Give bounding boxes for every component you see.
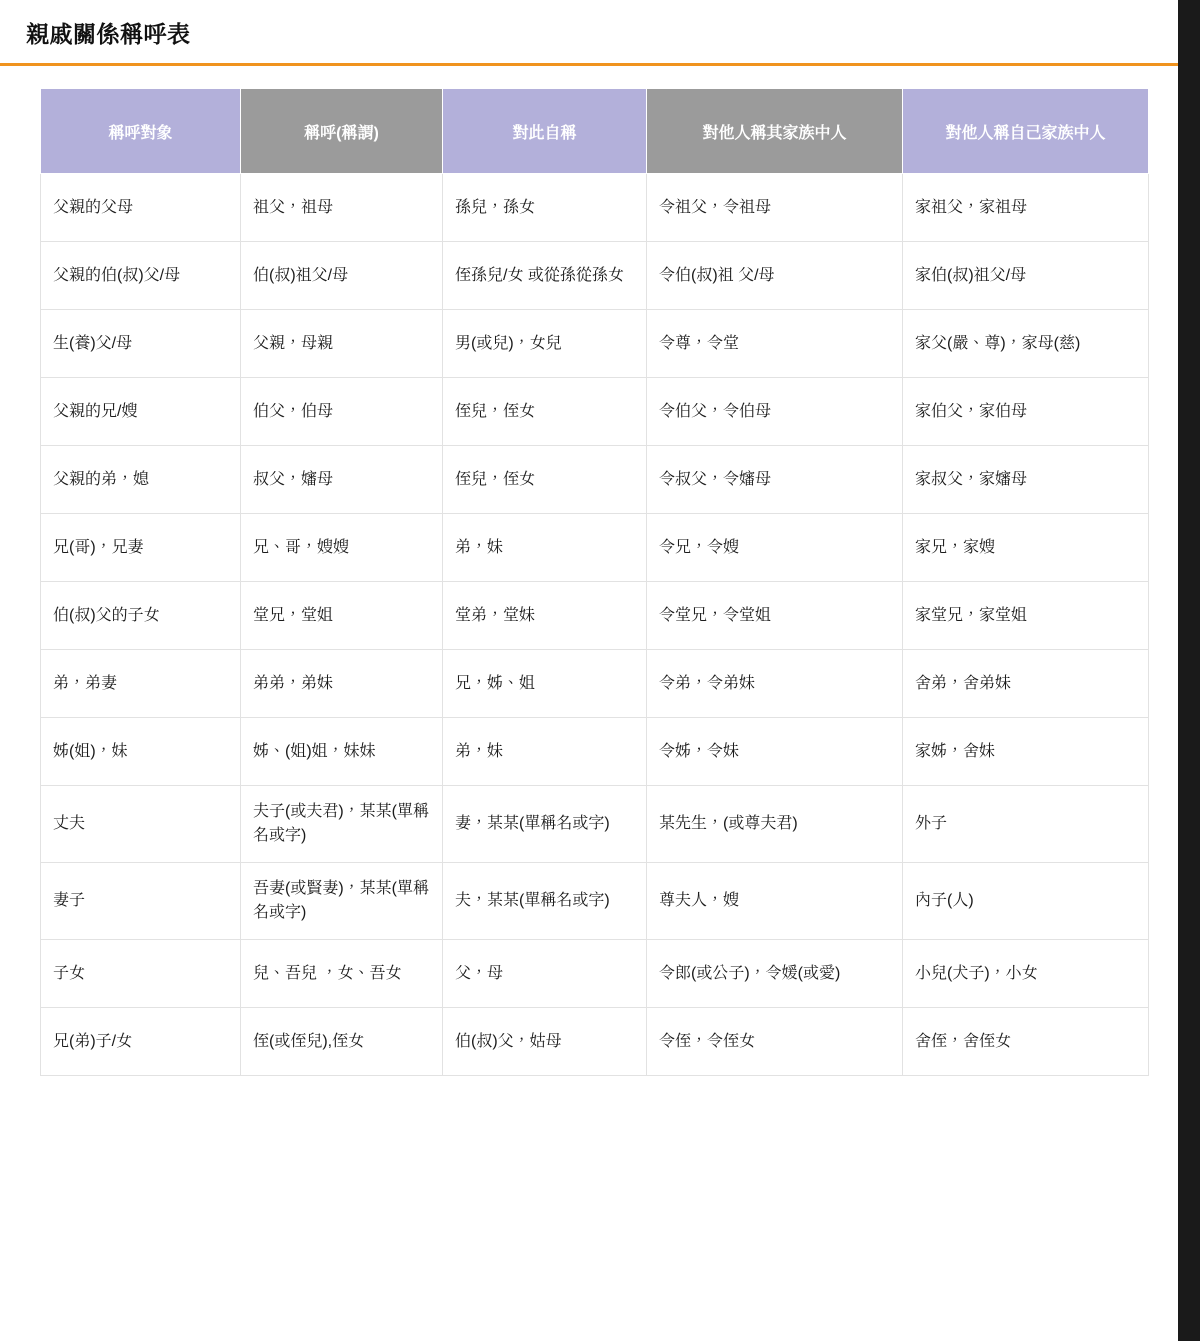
table-cell: 弟弟，弟妹 — [241, 650, 443, 718]
table-cell: 家父(嚴、尊)，家母(慈) — [903, 310, 1149, 378]
table-cell: 兄，姊、姐 — [443, 650, 647, 718]
table-cell: 伯(叔)祖父/母 — [241, 242, 443, 310]
table-cell: 父親的伯(叔)父/母 — [41, 242, 241, 310]
table-cell: 令叔父，令嬸母 — [647, 446, 903, 514]
page-header — [0, 0, 1178, 66]
table-cell: 令侄，令侄女 — [647, 1008, 903, 1076]
table-cell: 令伯(叔)祖 父/母 — [647, 242, 903, 310]
table-cell: 某先生，(或尊夫君) — [647, 786, 903, 863]
page-right-gutter — [1178, 0, 1200, 1341]
table-cell: 父親的兄/嫂 — [41, 378, 241, 446]
table-cell: 伯父，伯母 — [241, 378, 443, 446]
table-row — [41, 174, 1149, 242]
table-cell: 弟，妹 — [443, 514, 647, 582]
table-cell: 妻，某某(單稱名或字) — [443, 786, 647, 863]
table-cell: 妻子 — [41, 863, 241, 940]
table-cell: 侄孫兒/女 或從孫從孫女 — [443, 242, 647, 310]
table-row — [41, 310, 1149, 378]
table-cell: 父親，母親 — [241, 310, 443, 378]
table-cell: 父親的父母 — [41, 174, 241, 242]
table-cell: 外子 — [903, 786, 1149, 863]
column-header-own-family: 對他人稱自己家族中人 — [903, 89, 1149, 174]
table-row — [41, 242, 1149, 310]
table-row — [41, 446, 1149, 514]
table-cell: 令兄，令嫂 — [647, 514, 903, 582]
table-cell: 姊(姐)，妹 — [41, 718, 241, 786]
table-cell: 內子(人) — [903, 863, 1149, 940]
table-cell: 令堂兄，令堂姐 — [647, 582, 903, 650]
table-cell: 家姊，舍妹 — [903, 718, 1149, 786]
table-cell: 令祖父，令祖母 — [647, 174, 903, 242]
table-row — [41, 378, 1149, 446]
table-cell: 父，母 — [443, 940, 647, 1008]
column-header-title: 稱呼(稱謂) — [241, 89, 443, 174]
table-cell: 家堂兄，家堂姐 — [903, 582, 1149, 650]
table-cell: 姊、(姐)姐，妹妹 — [241, 718, 443, 786]
table-cell: 侄(或侄兒),侄女 — [241, 1008, 443, 1076]
table-cell: 弟，弟妻 — [41, 650, 241, 718]
table-cell: 舍侄，舍侄女 — [903, 1008, 1149, 1076]
table-cell: 夫子(或夫君)，某某(單稱名或字) — [241, 786, 443, 863]
table-container — [0, 66, 1178, 1076]
table-cell: 父親的弟，媳 — [41, 446, 241, 514]
table-cell: 尊夫人，嫂 — [647, 863, 903, 940]
table-cell: 孫兒，孫女 — [443, 174, 647, 242]
table-cell: 令姊，令妹 — [647, 718, 903, 786]
kinship-table — [40, 88, 1149, 1076]
table-cell: 伯(叔)父，姑母 — [443, 1008, 647, 1076]
table-cell: 令尊，令堂 — [647, 310, 903, 378]
table-cell: 兄、哥，嫂嫂 — [241, 514, 443, 582]
table-cell: 小兒(犬子)，小女 — [903, 940, 1149, 1008]
table-row — [41, 514, 1149, 582]
table-cell: 家祖父，家祖母 — [903, 174, 1149, 242]
table-cell: 兄(哥)，兄妻 — [41, 514, 241, 582]
column-header-others-family: 對他人稱其家族中人 — [647, 89, 903, 174]
table-cell: 家兄，家嫂 — [903, 514, 1149, 582]
table-cell: 吾妻(或賢妻)，某某(單稱名或字) — [241, 863, 443, 940]
table-cell: 家伯父，家伯母 — [903, 378, 1149, 446]
table-cell: 兒、吾兒 ，女、吾女 — [241, 940, 443, 1008]
table-cell: 兄(弟)子/女 — [41, 1008, 241, 1076]
table-row — [41, 1008, 1149, 1076]
column-header-self-reference: 對此自稱 — [443, 89, 647, 174]
table-row — [41, 786, 1149, 863]
table-header-row — [41, 89, 1149, 174]
table-row — [41, 582, 1149, 650]
table-cell: 祖父，祖母 — [241, 174, 443, 242]
table-cell: 侄兒，侄女 — [443, 378, 647, 446]
table-row — [41, 650, 1149, 718]
table-cell: 子女 — [41, 940, 241, 1008]
table-cell: 丈夫 — [41, 786, 241, 863]
table-cell: 堂兄，堂姐 — [241, 582, 443, 650]
table-cell: 令弟，令弟妹 — [647, 650, 903, 718]
column-header-address-target: 稱呼對象 — [41, 89, 241, 174]
table-cell: 堂弟，堂妹 — [443, 582, 647, 650]
table-body — [41, 174, 1149, 1076]
table-cell: 男(或兒)，女兒 — [443, 310, 647, 378]
table-cell: 伯(叔)父的子女 — [41, 582, 241, 650]
table-row — [41, 940, 1149, 1008]
table-cell: 弟，妹 — [443, 718, 647, 786]
table-cell: 家伯(叔)祖父/母 — [903, 242, 1149, 310]
table-cell: 叔父，嬸母 — [241, 446, 443, 514]
table-cell: 家叔父，家嬸母 — [903, 446, 1149, 514]
table-cell: 侄兒，侄女 — [443, 446, 647, 514]
table-cell: 生(養)父/母 — [41, 310, 241, 378]
table-cell: 令郎(或公子)，令媛(或愛) — [647, 940, 903, 1008]
table-cell: 舍弟，舍弟妹 — [903, 650, 1149, 718]
table-row — [41, 863, 1149, 940]
table-cell: 令伯父，令伯母 — [647, 378, 903, 446]
page-title: 親戚關係稱呼表 — [26, 21, 191, 47]
table-cell: 夫，某某(單稱名或字) — [443, 863, 647, 940]
table-row — [41, 718, 1149, 786]
